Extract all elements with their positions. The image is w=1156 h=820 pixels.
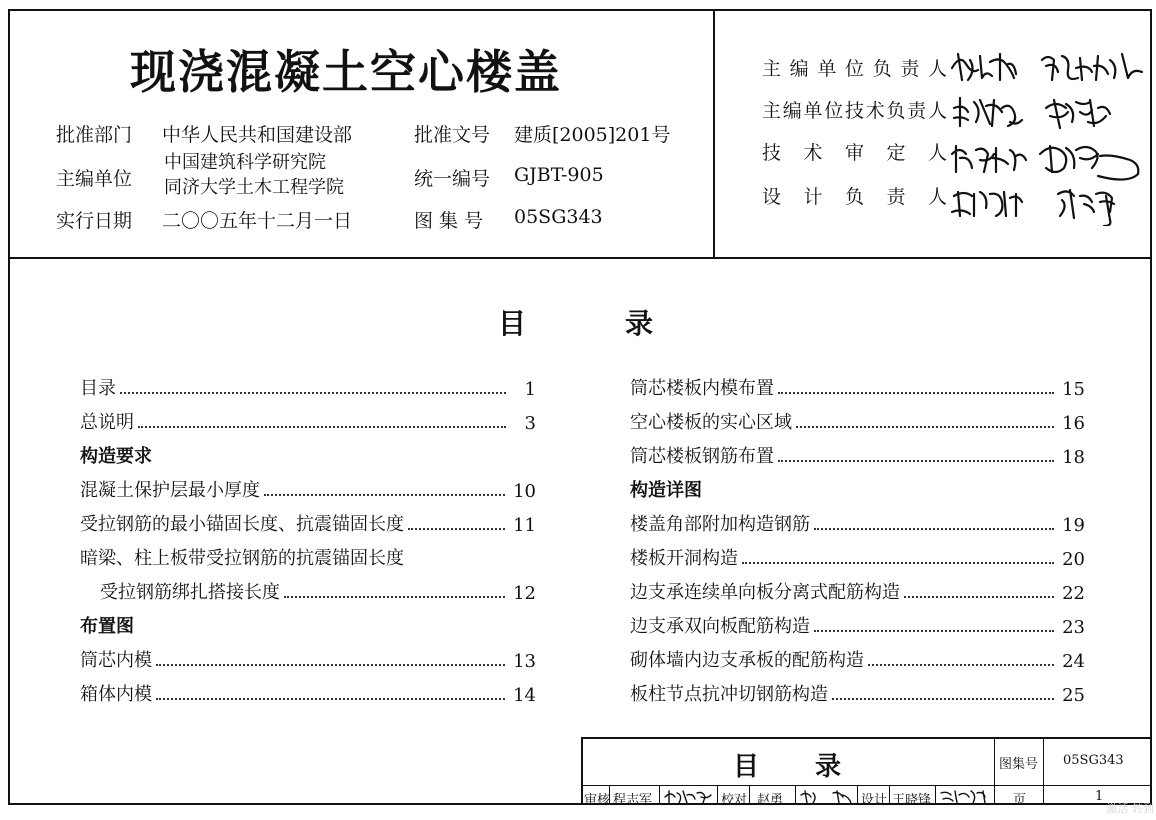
- toc-leader: [868, 664, 1054, 666]
- toc-entry-page: 12: [513, 583, 536, 604]
- title-block-divider: [581, 785, 1152, 786]
- page-label: 页: [1013, 793, 1027, 808]
- toc-leader: [904, 596, 1054, 598]
- toc-entry[interactable]: [630, 680, 1085, 706]
- toc-entry-page: 16: [1062, 413, 1085, 434]
- atlas-no: 05SG343: [514, 206, 603, 228]
- toc-entry[interactable]: [630, 408, 1085, 434]
- toc-entry-page: 24: [1062, 651, 1085, 672]
- signature-row: [762, 96, 947, 130]
- toc-section-heading: 构造要求: [80, 446, 152, 467]
- toc-leader: [814, 630, 1054, 632]
- cell-divider: [749, 785, 750, 805]
- toc-entry-label: 楼板开洞构造: [630, 548, 738, 569]
- toc-entry[interactable]: [630, 374, 1085, 400]
- toc-entry[interactable]: [80, 408, 536, 434]
- toc-entry-page: 14: [513, 685, 536, 706]
- toc-entry-page: 23: [1062, 617, 1085, 638]
- signature-role: 主编单位技术负责人: [762, 100, 947, 122]
- approval-doc: 建质[2005]201号: [514, 124, 671, 146]
- toc-entry-label: 受拉钢筋的最小锚固长度、抗震锚固长度: [80, 514, 404, 535]
- toc-leader: [778, 460, 1054, 462]
- signature-role: 技术审定人: [762, 142, 947, 164]
- toc-entry-page: 13: [513, 651, 536, 672]
- toc-leader: [156, 664, 505, 666]
- toc-leader: [742, 562, 1054, 564]
- title-block: [581, 737, 1152, 808]
- title-block-divider: [994, 737, 995, 805]
- toc-leader: [408, 528, 505, 530]
- title-block-border: [581, 737, 583, 805]
- toc-entry-page: 11: [513, 515, 536, 536]
- toc-entry[interactable]: [630, 646, 1085, 672]
- design-label: 设计: [861, 793, 888, 808]
- toc-leader: [814, 528, 1054, 530]
- cell-divider: [935, 785, 936, 805]
- toc-entry-label: 目录: [80, 378, 116, 399]
- toc-leader: [264, 494, 505, 496]
- impl-date: 二〇〇五年十二月一日: [162, 210, 353, 232]
- design-name: 王晓锋: [892, 793, 932, 808]
- toc-section-heading: 构造详图: [630, 480, 702, 501]
- title-block-divider: [1043, 737, 1044, 805]
- handwritten-signatures: [950, 46, 1150, 226]
- editor-unit-label: 主编单位: [56, 168, 133, 190]
- title-block-atlas-label: 图集号: [999, 757, 1039, 772]
- header-vertical-divider: [713, 9, 715, 259]
- toc-entry-label: 边支承连续单向板分离式配筋构造: [630, 582, 900, 603]
- toc-leader: [284, 596, 505, 598]
- title-block-title-1: 目: [733, 752, 760, 782]
- toc-entry[interactable]: [80, 680, 536, 706]
- cell-divider: [717, 785, 718, 805]
- approval-doc-label: 批准文号: [414, 124, 491, 146]
- atlas-no-label: 图 集 号: [414, 210, 484, 232]
- review-name: 程志军: [613, 793, 653, 808]
- toc-entry-page: 22: [1062, 583, 1085, 604]
- toc-entry[interactable]: [630, 578, 1085, 604]
- editor-unit-2: 同济大学土木工程学院: [164, 177, 344, 198]
- toc-entry-label: 筒芯楼板内模布置: [630, 378, 774, 399]
- toc-entry-label: 混凝土保护层最小厚度: [80, 480, 260, 501]
- approval-dept: 中华人民共和国建设部: [162, 124, 353, 146]
- toc-leader: [832, 698, 1054, 700]
- header-divider: [8, 257, 1152, 259]
- toc-entry[interactable]: [80, 476, 536, 502]
- cell-divider: [857, 785, 858, 805]
- toc-entry-label: 板柱节点抗冲切钢筋构造: [630, 684, 828, 705]
- title-block-atlas-no: 05SG343: [1063, 753, 1124, 768]
- design-signature-icon: [939, 787, 993, 805]
- toc-entry[interactable]: [630, 442, 1085, 468]
- toc-leader: [138, 426, 506, 428]
- check-signature-icon: [799, 787, 855, 805]
- watermark: 激活 转到: [1106, 802, 1154, 815]
- toc-entry-label: 筒芯内模: [80, 650, 152, 671]
- signature-row: [762, 182, 947, 216]
- cell-divider: [889, 785, 890, 805]
- toc-entry-page: 1: [524, 379, 536, 400]
- toc-entry-label: 楼盖角部附加构造钢筋: [630, 514, 810, 535]
- toc-entry-label: 暗梁、柱上板带受拉钢筋的抗震锚固长度: [80, 548, 404, 569]
- toc-leader: [778, 392, 1054, 394]
- document-title: 现浇混凝土空心楼盖: [130, 45, 562, 99]
- impl-date-label: 实行日期: [56, 210, 133, 232]
- review-signature-icon: [663, 787, 715, 805]
- toc-entry-label: 箱体内模: [80, 684, 152, 705]
- toc-entry[interactable]: [630, 612, 1085, 638]
- toc-entry[interactable]: [100, 578, 536, 604]
- toc-leader: [796, 426, 1054, 428]
- page-number: 1: [1095, 789, 1104, 804]
- review-label: 审核: [584, 793, 611, 808]
- editor-unit-1: 中国建筑科学研究院: [164, 152, 326, 173]
- signature-role: 设计负责人: [762, 186, 947, 208]
- toc-entry-page: 20: [1062, 549, 1085, 570]
- toc-entry[interactable]: [80, 544, 536, 570]
- toc-entry-page: 18: [1062, 447, 1085, 468]
- toc-entry-label: 总说明: [80, 412, 134, 433]
- toc-entry-page: 19: [1062, 515, 1085, 536]
- signature-row: [762, 138, 947, 172]
- title-block-border: [581, 737, 1152, 739]
- toc-entry[interactable]: [80, 374, 536, 400]
- toc-entry-page: 3: [524, 413, 536, 434]
- toc-entry-label: 空心楼板的实心区域: [630, 412, 792, 433]
- toc-entry-page: 15: [1062, 379, 1085, 400]
- toc-section-heading: 布置图: [80, 616, 134, 637]
- toc-entry[interactable]: [80, 646, 536, 672]
- toc-entry-label: 受拉钢筋绑扎搭接长度: [100, 582, 280, 603]
- toc-entry-label: 筒芯楼板钢筋布置: [630, 446, 774, 467]
- toc-leader: [120, 392, 506, 394]
- cell-divider: [795, 785, 796, 805]
- toc-entry-page: 25: [1062, 685, 1085, 706]
- toc-entry-label: 边支承双向板配筋构造: [630, 616, 810, 637]
- signature-role: 主编单位负责人: [762, 58, 947, 80]
- toc-entry[interactable]: [630, 510, 1085, 536]
- unified-no-label: 统一编号: [414, 168, 491, 190]
- check-name: 赵勇: [757, 793, 784, 808]
- approval-dept-label: 批准部门: [56, 124, 133, 146]
- toc-entry[interactable]: [80, 510, 536, 536]
- cell-divider: [659, 785, 660, 805]
- toc-title-char-2: 录: [625, 307, 654, 340]
- check-label: 校对: [721, 793, 748, 808]
- toc-entry-label: 砌体墙内边支承板的配筋构造: [630, 650, 864, 671]
- toc-entry[interactable]: [630, 544, 1085, 570]
- signature-row: [762, 54, 947, 88]
- unified-no: GJBT-905: [514, 164, 604, 186]
- toc-title-char-1: 目: [498, 307, 527, 340]
- title-block-title-2: 录: [815, 752, 842, 782]
- toc-entry-page: 10: [513, 481, 536, 502]
- toc-leader: [156, 698, 505, 700]
